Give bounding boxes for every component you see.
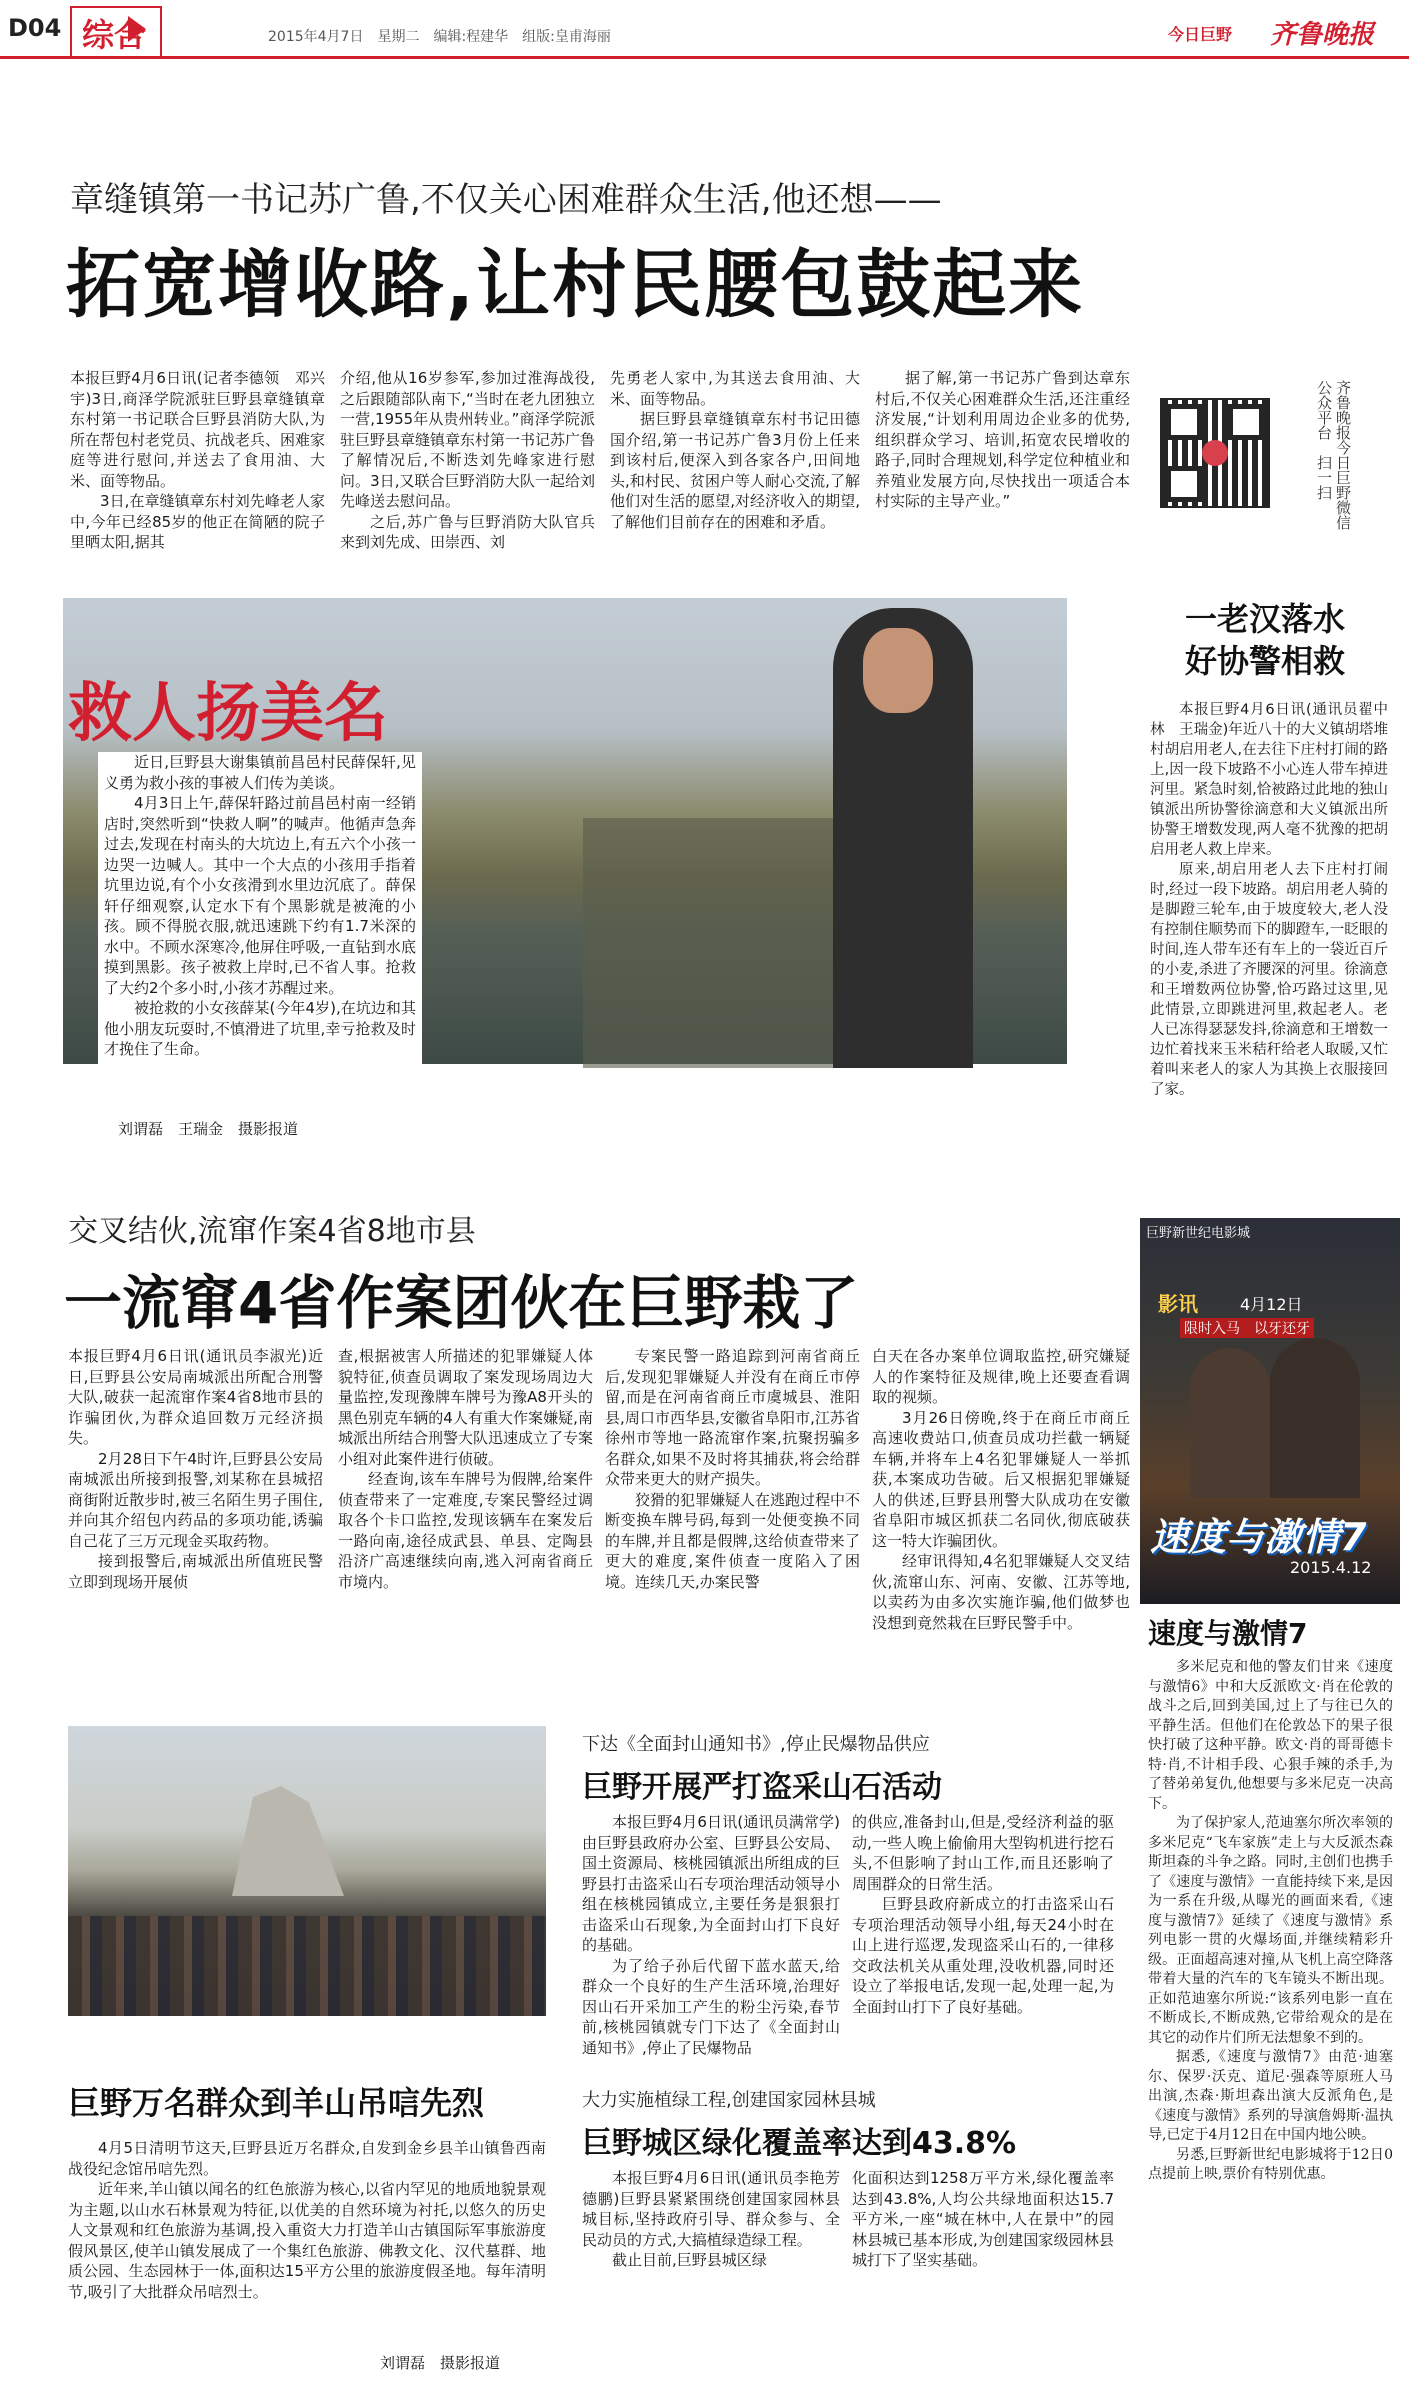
a4-p: 查,根据被害人所描述的犯罪嫌疑人体貌特征,侦查员调取了案发现场周边大量监控,发现豫牌车牌号为豫A8开头的黑色别克车辆的4人有重大作案嫌疑,南城派出所结合刑警大队迅速成立了专案小组对此案件进行侦破。 xyxy=(338,1347,594,1468)
a6-p: 为了给子孙后代留下蓝水蓝天,给群众一个良好的生产生活环境,治理好因山石开采加工产生的粉尘污染,春节前,核桃园镇就专门下达了《全面封山通知书》,停止了民爆物品 xyxy=(582,1956,840,2057)
a7-kicker: 大力实施植绿工程,创建国家园林县城 xyxy=(582,2090,876,2111)
a4-p: 3月26日傍晚,终于在商丘市商丘高速收费站口,侦查员成功拦截一辆疑车辆,并将车上4名犯罪嫌疑人一举抓获,本案成功告破。后又根据犯罪嫌疑人的供述,巨野县刑警大队成功在安徽省阜阳市城区抓获二名同伙,彻底破获这一特大诈骗团伙。 xyxy=(872,1408,1130,1550)
a6-headline: 巨野开展严打盗采山石活动 xyxy=(582,1770,942,1805)
a1-p: 据巨野县章缝镇章东村书记田德国介绍,第一书记苏广鲁3月份上任来到该村后,便深入到各家各户,田间地头,和村民、贫困户等人耐心交流,了解他们对生活的愿望,对经济收入的期望,了解他们目前存在的困难和矛盾。 xyxy=(610,410,860,531)
yangshan-photo xyxy=(68,1726,546,2016)
a6-col-2 xyxy=(852,1812,1114,2068)
a7-headline: 巨野城区绿化覆盖率达到43.8% xyxy=(582,2126,1017,2161)
a5-body xyxy=(68,2138,546,2348)
a4-headline: 一流窜4省作案团伙在巨野栽了 xyxy=(64,1269,859,1337)
a1-p: 之后,苏广鲁与巨野消防大队官兵来到刘先成、田崇西、刘 xyxy=(340,512,595,551)
a1-col-1 xyxy=(70,368,326,551)
movie-p: 为了保护家人,范迪塞尔所次率领的多米尼克“飞车家族”走上与大反派杰森斯坦森的斗争之路。同时,主创们也携手了《速度与激情》一直能持续下来,是因为一系在升级,从曝光的画面来看,《速度与激情7》延续了《速度与激情》系列电影一贯的火爆场面,并继续精彩升级。正面超高速对撞,从飞机上高空降落带着大量的汽车的飞车镜头不断出现。正如范迪塞尔所说:“该系列电影一直在不断成长,不断成熟,它带给观众的是在其它的动作片们所无法想象不到的。 xyxy=(1148,1815,1393,2046)
masthead-logo: 齐鲁晚报 xyxy=(1270,20,1375,50)
edition-name: 今日巨野 xyxy=(1168,25,1233,44)
a2-p: 4月3日上午,薛保轩路过前昌邑村南一经销店时,突然听到“快救人啊”的喊声。他循声急奔过去,发现在村南头的大坑边上,有五六个小孩一边哭一边喊人。其中一个大点的小孩用手指着坑里边说,有个小女孩滑到水里边沉底了。薛保轩仔细观察,认定水下有个黑影就是被淹的小孩。顾不得脱衣服,就迅速跳下约有1.7米深的水中。不顾水深寒冷,他屏住呼吸,一直钻到水底摸到黑影。孩子被救上岸时,已不省人事。抢救了大约2个多小时,小孩才苏醒过来。 xyxy=(104,794,416,997)
movie-p: 另悉,巨野新世纪电影城将于12日0点提前上映,票价有特别优惠。 xyxy=(1148,2146,1393,2182)
a7-col-2 xyxy=(852,2168,1114,2386)
a1-kicker: 章缝镇第一书记苏广鲁,不仅关心困难群众生活,他还想—— xyxy=(70,180,942,220)
a2-headline: 救人扬美名 xyxy=(68,677,388,751)
a1-headline: 拓宽增收路,让村民腰包鼓起来 xyxy=(66,242,1085,328)
a6-p: 的供应,准备封山,但是,受经济利益的驱动,一些人晚上偷偷用大型钩机进行挖石头,不但影响了封山工作,而且还影响了周围群众的日常生活。 xyxy=(852,1813,1114,1893)
a5-credit: 刘谓磊 摄影报道 xyxy=(380,2354,501,2372)
a4-col-2 xyxy=(338,1346,593,1658)
a7-p: 本报巨野4月6日讯(通讯员李艳芳 德鹏)巨野县紧紧围绕创建国家园林县城目标,坚持政府引导、群众参与、全民动员的方式,大搞植绿造绿工程。 xyxy=(582,2169,856,2249)
movie-date: 4月12日 xyxy=(1240,1295,1303,1314)
a3-p: 本报巨野4月6日讯(通讯员翟中林 王瑞金)年近八十的大义镇胡塔堆村胡启用老人,在去往下庄村打闹的路上,因一段下坡路不小心连人带车掉进河里。紧急时刻,恰被路过此地的独山镇派出所协警徐滴意和大义镇派出所协警王增数发现,两人毫不犹豫的把胡启用老人救上岸来。 xyxy=(1150,702,1388,858)
qr-caption: 齐鲁晚报今日巨野微信公众平台 扫一扫 xyxy=(1315,380,1352,530)
movie-body xyxy=(1148,1658,1393,2383)
movie-tagline: 限时入马 以牙还牙 xyxy=(1180,1318,1314,1338)
a7-p: 化面积达到1258万平方米,绿化覆盖率达到43.8%,人均公共绿地面积达15.7平方米,一座“城在林中,人在景中”的园林县城已基本形成,为创建国家级园林县城打下了坚实基础。 xyxy=(852,2169,1114,2269)
movie-poster-date: 2015.4.12 xyxy=(1290,1558,1372,1577)
a4-col-3 xyxy=(605,1346,860,1658)
a3-body xyxy=(1150,700,1388,1182)
a1-col-3 xyxy=(610,368,860,548)
a1-p: 本报巨野4月6日讯(记者李德领 邓兴宇)3日,商泽学院派驻巨野县章缝镇章东村第一书记联合巨野县消防大队,为所在帮包村老党员、抗战老兵、困难家庭等进行慰问,并送去了食用油、大米、面等物品。 xyxy=(70,369,326,490)
movie-poster-title: 速度与激情7 xyxy=(1150,1515,1367,1559)
a5-headline: 巨野万名群众到羊山吊唁先烈 xyxy=(68,2084,485,2122)
a4-p: 经审讯得知,4名犯罪嫌疑人交叉结伙,流窜山东、河南、安徽、江苏等地,以卖药为由多次实施诈骗,他们做梦也没想到竟然栽在巨野民警手中。 xyxy=(872,1552,1130,1632)
movie-p: 多米尼克和他的警友们甘来《速度与激情6》中和大反派欧文·肖在伦敦的战斗之后,回到美国,过上了与往已久的平静生活。但他们在伦敦怂下的果子很快打破了这种平静。欧文·肖的哥哥德卡特·肖,不计相手段、心狠手辣的杀手,为了替弟弟复仇,他想要与多米尼克一决高下。 xyxy=(1148,1659,1393,1812)
a7-p: 截止目前,巨野县城区绿 xyxy=(612,2251,767,2269)
a7-col-1 xyxy=(582,2168,856,2386)
a1-p: 据了解,第一书记苏广鲁到达章东村后,不仅关心困难群众生活,还注重经济发展,“计划利用周边企业多的优势,组织群众学习、培训,拓宽农民增收的路子,同时合理规划,科学定位种植业和养殖业发展方向,尽快找出一项适合本村实际的主导产业。” xyxy=(875,369,1130,510)
a5-p: 近年来,羊山镇以闻名的红色旅游为核心,以省内罕见的地质地貌景观为主题,以山水石林景观为特征,以优美的自然环境为衬托,以悠久的历史人文景观和红色旅游为基调,投入重资大力打造羊山古镇国际军事旅游度假风景区,使羊山镇发展成了一个集红色旅游、佛教文化、汉代墓群、地质公园、生态园林于一体,面积达15平方公里的旅游度假圣地。每年清明节,吸引了大批群众吊唁烈士。 xyxy=(68,2180,546,2301)
a1-col-4 xyxy=(875,368,1130,548)
a2-body xyxy=(98,752,422,1116)
a1-p: 先勇老人家中,为其送去食用油、大米、面等物品。 xyxy=(610,369,860,408)
qr-code-icon xyxy=(1160,398,1270,508)
movie-label: 影讯 xyxy=(1158,1292,1198,1316)
a1-col-2 xyxy=(340,368,596,551)
header-rule xyxy=(0,56,1409,59)
a4-p: 接到报警后,南城派出所值班民警立即到现场开展侦 xyxy=(68,1552,323,1591)
a6-p: 本报巨野4月6日讯(通讯员满常学)由巨野县政府办公室、巨野县公安局、国土资源局、核桃园镇派出所组成的巨野县打击盗采山石专项治理活动领导小组在核桃园镇成立,主要任务是狠狠打击盗采山石现象,为全面封山打下良好的基础。 xyxy=(582,1813,840,1954)
a1-p: 介绍,他从16岁参军,参加过淮海战役,之后跟随部队南下,“当时在老九团独立一营,1955年从贵州转业。”商泽学院派驻巨野县章缝镇章东村第一书记苏广鲁了解情况后,不断迭刘先峰家进行慰问。3日,又联合巨野消防大队一起给刘先峰送去慰问品。 xyxy=(340,369,596,510)
a2-p: 近日,巨野县大谢集镇前昌邑村民薛保轩,见义勇为救小孩的事被人们传为美谈。 xyxy=(104,753,416,792)
a5-p: 4月5日清明节这天,巨野县近万名群众,自发到金乡县羊山镇鲁西南战役纪念馆吊唁先烈。 xyxy=(68,2139,546,2178)
a3-headline: 一老汉落水 好协警相救 xyxy=(1184,600,1345,680)
movie-theater: 巨野新世纪电影城 xyxy=(1146,1226,1251,1241)
a4-col-4 xyxy=(872,1346,1130,1658)
a1-p: 3日,在章缝镇章东村刘先峰老人家中,今年已经85岁的他正在简陋的院子里晒太阳,据其 xyxy=(70,492,325,551)
a4-p: 经查询,该车车牌号为假牌,给案件侦查带来了一定难度,专案民警经过调取各个卡口监控,发现该辆车在案发后一路向南,途径成武县、单县、定陶县沿济广高速继续向南,逃入河南省商丘市境内。 xyxy=(338,1470,593,1591)
movie-p: 据悉,《速度与激情7》由范·迪塞尔、保罗·沃克、道尼·强森等原班人马出演,杰森·斯坦森出演大反派角色,是《速度与激情》系列的导演詹姆斯·温执导,已定于4月12日在中国内地公映。 xyxy=(1148,2049,1393,2143)
movie-headline: 速度与激情7 xyxy=(1148,1617,1308,1650)
a6-col-1 xyxy=(582,1812,840,2068)
a3-p: 原来,胡启用老人去下庄村打闹时,经过一段下坡路。胡启用老人骑的是脚蹬三轮车,由于坡度较大,老人没有控制住顺势而下的脚蹬车,一眨眼的时间,连人带车还有车上的一袋近百斤的小麦,杀进了齐腰深的河里。徐滴意和王增数两位协警,恰巧路过这里,见此情景,立即跳进河里,救起老人。老人已冻得瑟瑟发抖,徐滴意和王增数一边忙着找来玉米秸秆给老人取暖,又忙着叫来老人的家人为其换上衣服接回了家。 xyxy=(1150,862,1388,1098)
a4-p: 本报巨野4月6日讯(通讯员李淑光)近日,巨野县公安局南城派出所配合刑警大队,破获一起流窜作案4省8地市县的诈骗团伙,为群众追回数万元经济损失。 xyxy=(68,1347,323,1447)
a4-p: 狡猾的犯罪嫌疑人在逃跑过程中不断变换车牌号码,每到一处便变换不同的车牌,并且都是假牌,这给侦查带来了更大的难度,案件侦查一度陷入了困境。连续几天,办案民警 xyxy=(605,1490,861,1591)
a2-credit: 刘谓磊 王瑞金 摄影报道 xyxy=(118,1120,299,1138)
a4-p: 专案民警一路追踪到河南省商丘后,发现犯罪嫌疑人并没有在商丘市停留,而是在河南省商丘市虞城县、淮阳县,周口市西华县,安徽省阜阳市,江苏省徐州市等地一路流窜作案,抗聚拐骗多名群众,如果不及时将其捕获,将会给群众带来更大的财产损失。 xyxy=(605,1347,860,1488)
movie-poster xyxy=(1140,1218,1400,1604)
page-number: D04 xyxy=(8,14,62,42)
a4-col-1 xyxy=(68,1346,323,1658)
section-title: 综合 xyxy=(82,16,147,54)
a4-p: 2月28日下午4时许,巨野县公安局南城派出所接到报警,刘某称在县城招商街附近散步时,被三名陌生男子围住,并向其介绍包内药品的多项功能,诱骗自己花了三万元现金买取药物。 xyxy=(68,1449,323,1550)
a2-p: 被抢救的小女孩薛某(今年4岁),在坑边和其他小朋友玩耍时,不慎滑进了坑里,幸亏抢救及时才挽住了生命。 xyxy=(104,999,416,1058)
a4-kicker: 交叉结伙,流窜作案4省8地市县 xyxy=(68,1214,476,1249)
a6-p: 巨野县政府新成立的打击盗采山石专项治理活动领导小组,每天24小时在山上进行巡逻,发现盗采山石的,一律移交政法机关从重处理,没收机器,同时还设立了举报电话,发现一起,处理一起,为全面封山打下了良好基础。 xyxy=(852,1895,1114,2016)
section-chevron-icon xyxy=(128,16,146,42)
a6-kicker: 下达《全面封山通知书》,停止民爆物品供应 xyxy=(582,1734,930,1755)
issue-meta: 2015年4月7日 星期二 编辑:程建华 组版:皇甫海丽 xyxy=(268,29,611,45)
a4-p: 白天在各办案单位调取监控,研究嫌疑人的作案特征及规律,晚上还要查看调取的视频。 xyxy=(872,1347,1130,1406)
